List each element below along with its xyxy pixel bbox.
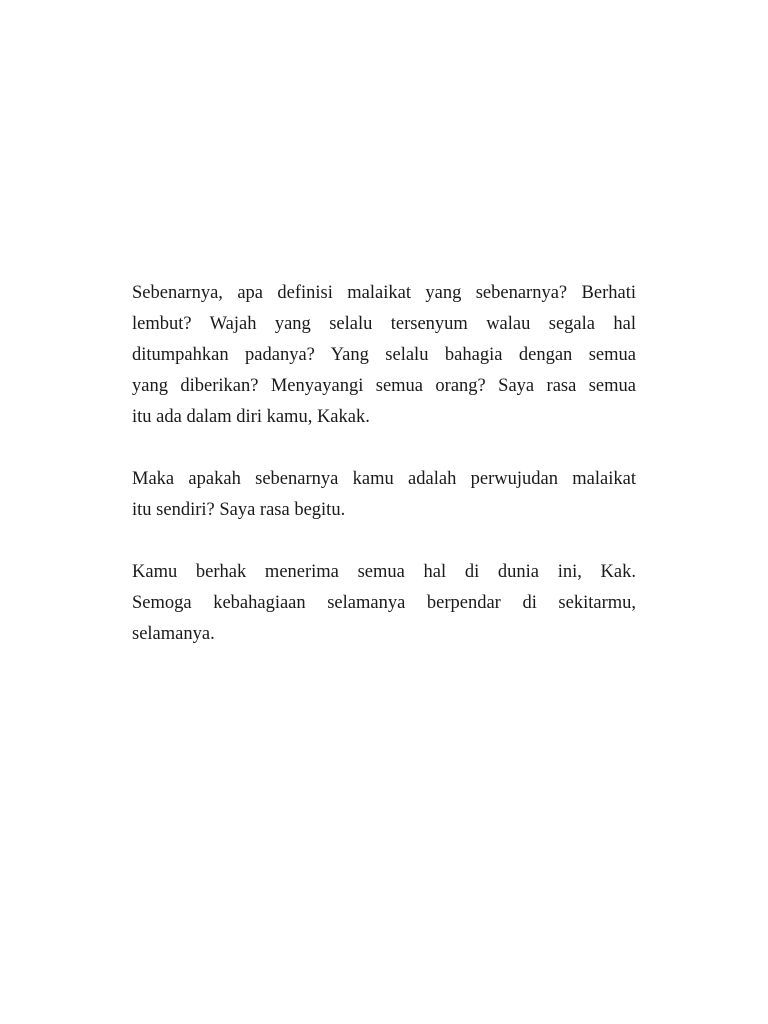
paragraph-2 <box>132 464 636 526</box>
text-line: itu sendiri? Saya rasa begitu. <box>132 500 346 520</box>
text-line: ditumpahkan padanya? Yang selalu bahagia dengan semua <box>132 345 636 365</box>
text-line: lembut? Wajah yang selalu tersenyum walau segala hal <box>132 314 636 334</box>
text-line: yang diberikan? Menyayangi semua orang? Saya rasa semua <box>132 376 636 396</box>
text-line: Maka apakah sebenarnya kamu adalah perwujudan malaikat <box>132 469 636 489</box>
paragraph-3 <box>132 557 636 650</box>
text-line: itu ada dalam diri kamu, Kakak. <box>132 407 370 427</box>
text-line: Kamu berhak menerima semua hal di dunia ini, Kak. <box>132 562 636 582</box>
text-line: Sebenarnya, apa definisi malaikat yang sebenarnya? Berhati <box>132 283 636 303</box>
body-text <box>132 278 636 681</box>
text-line: Semoga kebahagiaan selamanya berpendar di sekitarmu, <box>132 593 636 613</box>
paragraph-1 <box>132 278 636 433</box>
text-line: selamanya. <box>132 624 215 644</box>
